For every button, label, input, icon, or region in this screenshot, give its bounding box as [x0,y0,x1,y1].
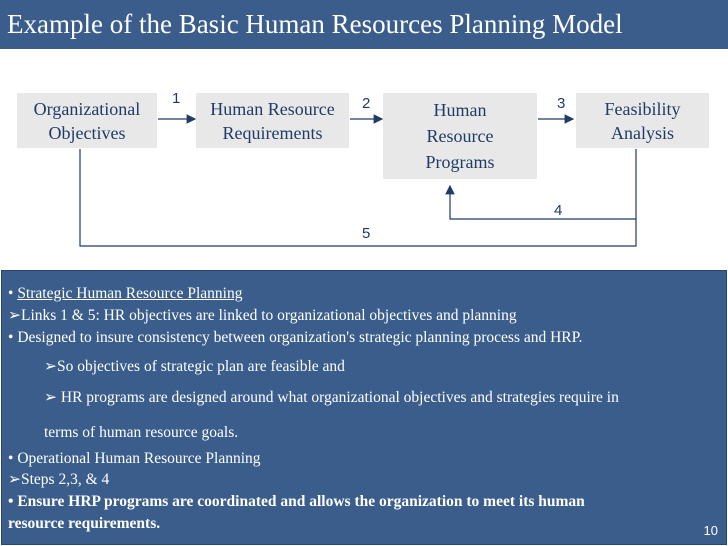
notes-panel [1,270,727,545]
bullet-links: ➢Links 1 & 5: HR objectives are linked to organizational objectives and planning [8,307,517,324]
strategic-heading: Strategic Human Resource Planning [17,285,243,302]
text-terms: terms of human resource goals. [44,424,239,441]
page-number: 10 [703,523,718,538]
bullet-ensure: • Ensure HRP programs are coordinated and allows the organization to meet its human [8,493,585,510]
hr-planning-diagram [0,49,728,269]
bullet-hr-programs: ➢ HR programs are designed around what organizational objectives and strategies require in [44,389,619,406]
page-title: Example of the Basic Human Resources Planning Model [7,9,623,39]
link-2-label: 2 [362,95,371,112]
bullet-strategic: • Strategic Human Resource Planning [8,285,243,302]
box-hr-requirements: Human Resource Requirements [196,93,349,148]
bullet-steps: ➢Steps 2,3, & 4 [8,471,110,488]
title-bar [0,0,728,49]
link-1-label: 1 [172,90,181,107]
link-4-label: 4 [554,202,563,219]
bullet-so-objectives: ➢So objectives of strategic plan are feasible and [44,358,345,375]
link-3-label: 3 [557,95,566,112]
link-5-line [80,149,636,246]
bullet-operational: • Operational Human Resource Planning [8,450,261,467]
box-hr-programs: Human Resource Programs [383,93,537,179]
text-ensure-cont: resource requirements. [8,515,161,532]
box-feasibility-analysis: Feasibility Analysis [576,93,709,148]
bullet-designed: • Designed to insure consistency between organization's strategic planning process and HRP. [8,329,583,346]
link-5-label: 5 [362,225,371,242]
box-organizational-objectives: Organizational Objectives [17,93,157,148]
